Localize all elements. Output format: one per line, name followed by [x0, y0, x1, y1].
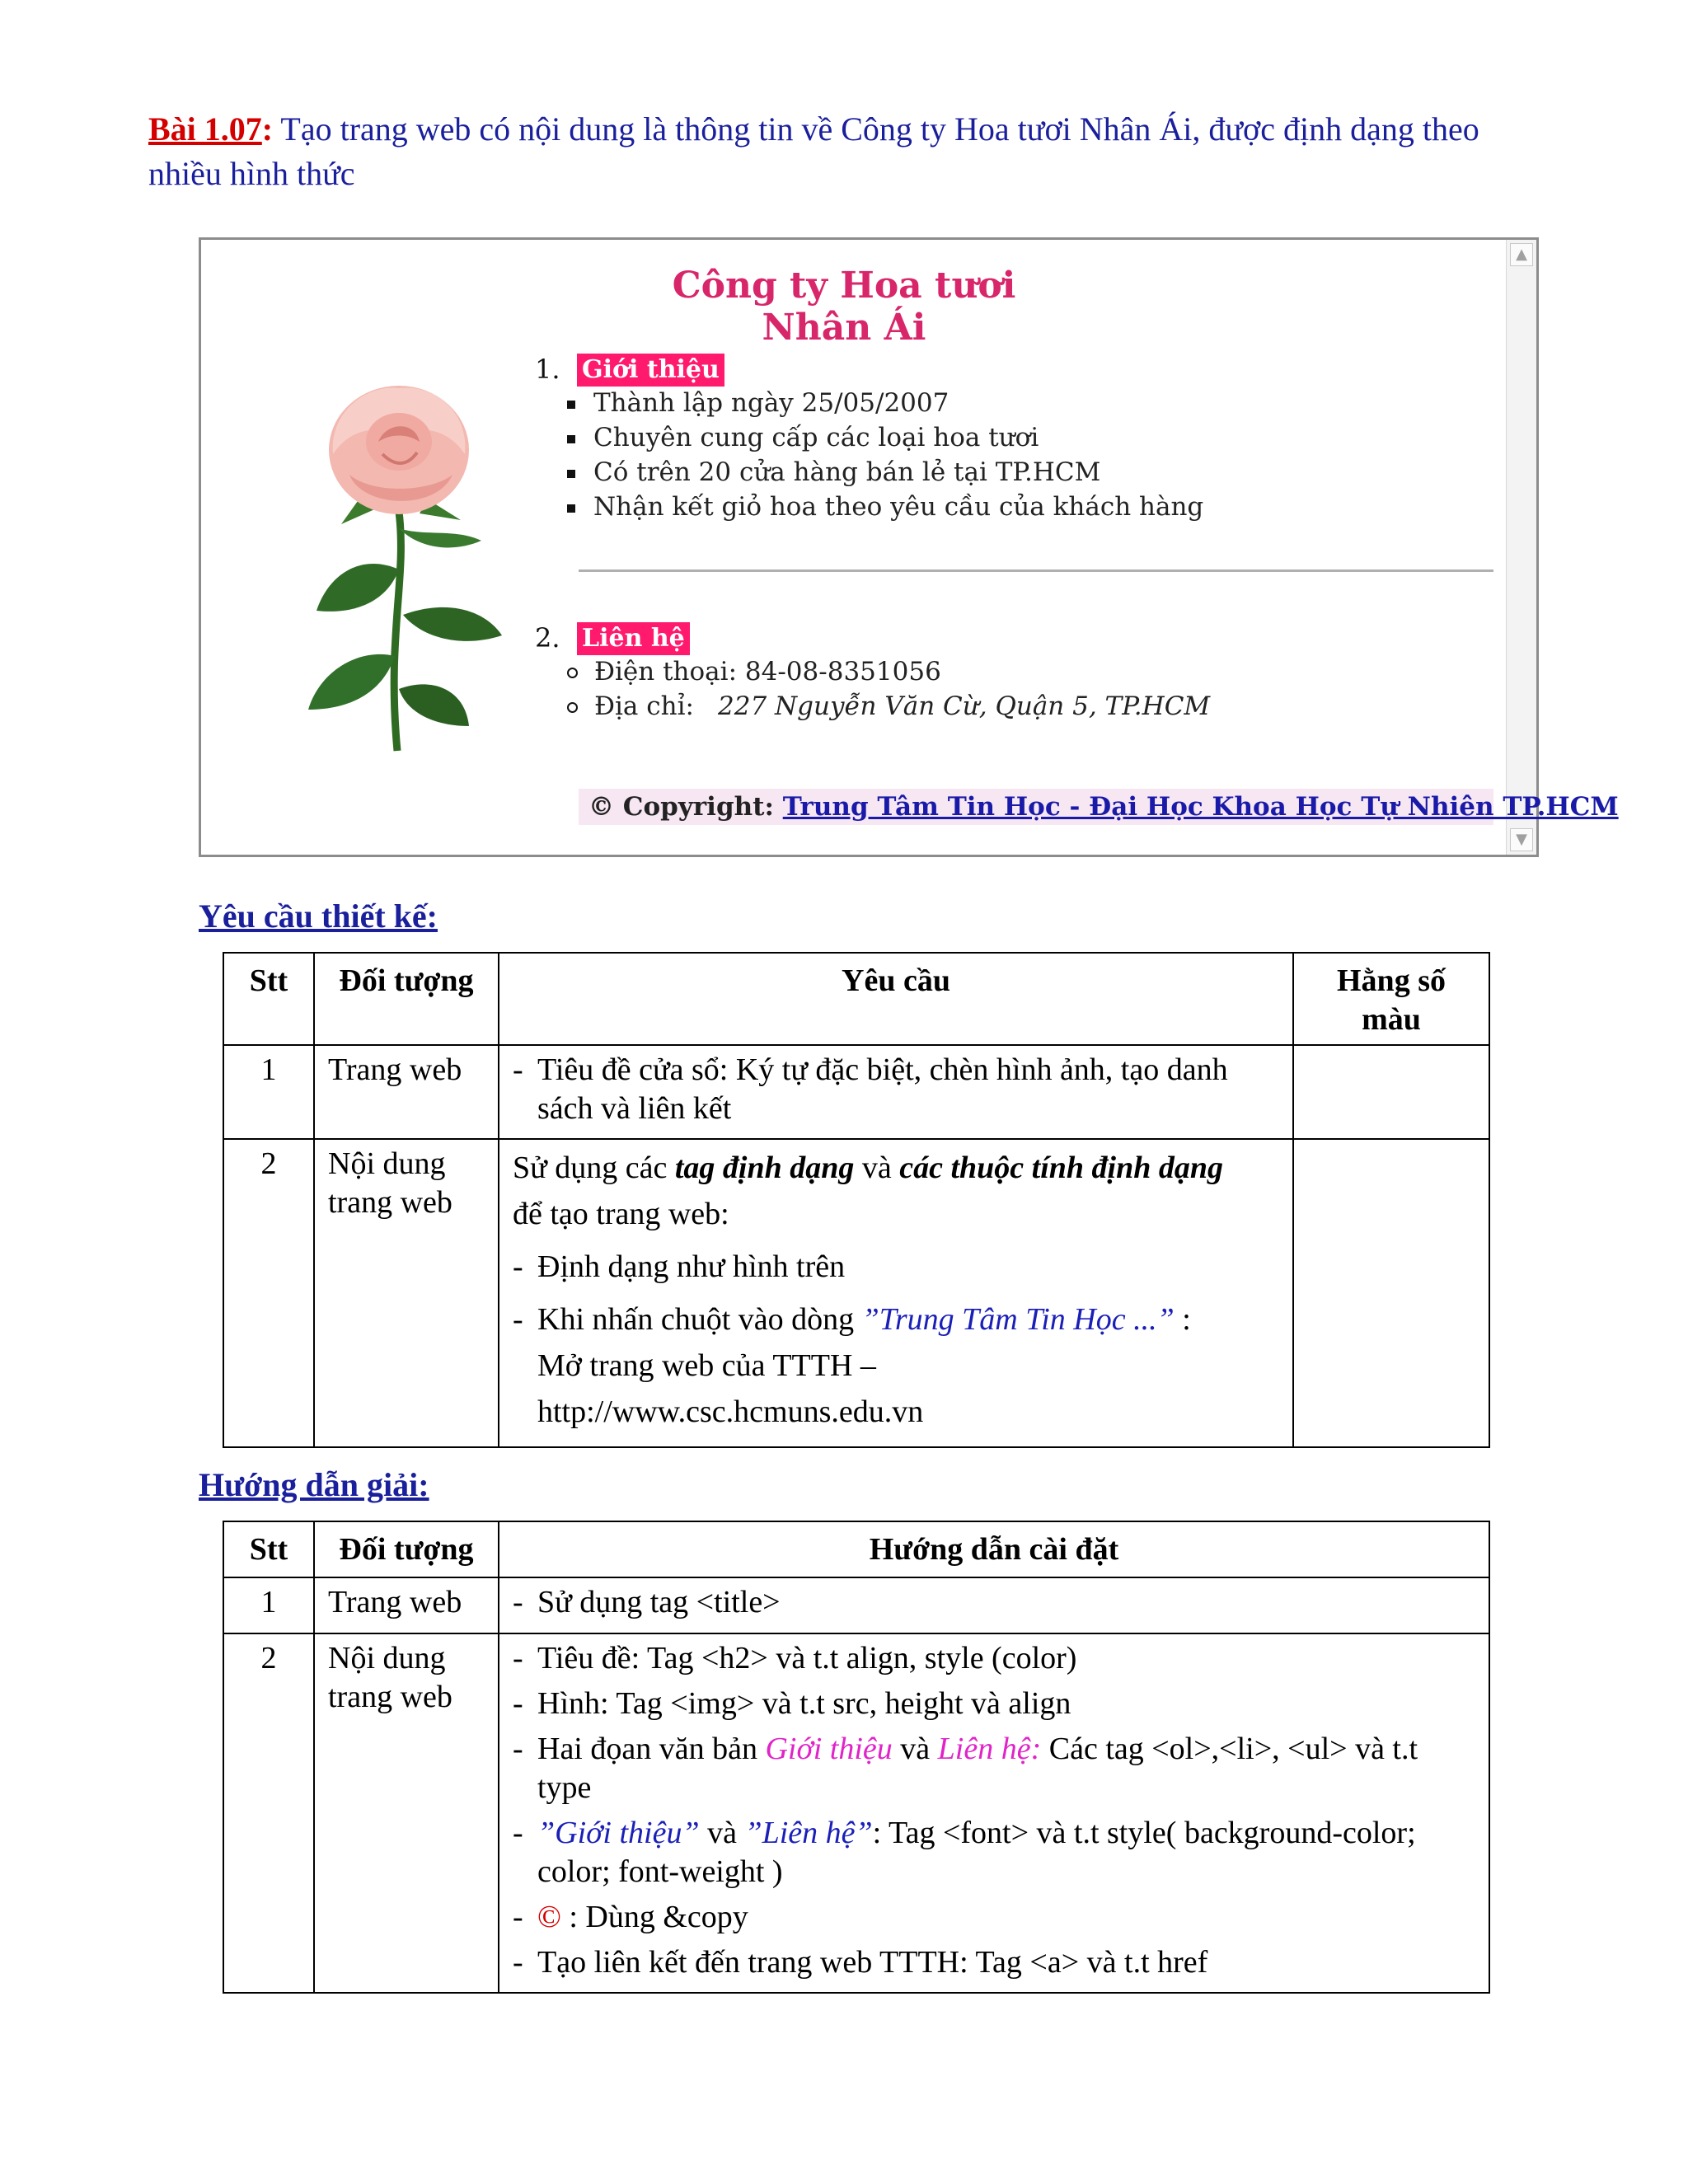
square-bullet-icon	[567, 470, 575, 478]
list-number-1: 1.	[535, 354, 560, 385]
list-number-2: 2.	[535, 622, 560, 654]
header-color: Hằng số màu	[1293, 953, 1489, 1045]
table-header-row	[223, 1521, 1489, 1577]
exercise-text: Tạo trang web có nội dung là thông tin về Công ty Hoa tươi Nhân Ái, được định dạng theo nhiều hình thức	[148, 110, 1479, 192]
rose-image	[284, 363, 531, 776]
header-object: Đối tượng	[314, 953, 499, 1045]
cell-requirement: - Tiêu đề cửa sổ: Ký tự đặc biệt, chèn hình ảnh, tạo danh sách và liên kết	[499, 1045, 1293, 1139]
header-object: Đối tượng	[314, 1521, 499, 1577]
lien-he-label: Liên hệ	[577, 622, 690, 655]
site-title: Công ty Hoa tươi Nhân Ái	[672, 265, 1016, 349]
list-item: Có trên 20 cửa hàng bán lẻ tại TP.HCM	[567, 457, 1100, 487]
square-bullet-icon	[567, 504, 575, 513]
cell-object: Nội dung trang web	[314, 1139, 499, 1447]
cell-object: Nội dung trang web	[314, 1633, 499, 1993]
list-item: Thành lập ngày 25/05/2007	[567, 388, 949, 418]
guide-heading: Hướng dẫn giải:	[199, 1466, 429, 1503]
list-item: Chuyên cung cấp các loại hoa tươi	[567, 423, 1039, 452]
square-bullet-icon	[567, 401, 575, 409]
cell-color	[1293, 1045, 1489, 1139]
browser-screenshot	[199, 237, 1619, 857]
table-header-row	[223, 953, 1489, 1045]
exercise-colon: :	[261, 110, 274, 148]
header-requirement: Yêu cầu	[499, 953, 1293, 1045]
cell-object: Trang web	[314, 1045, 499, 1139]
guide-table	[223, 1521, 1490, 1994]
cell-stt: 1	[223, 1045, 314, 1139]
circle-bullet-icon	[567, 702, 578, 713]
scroll-up-icon[interactable]: ▲	[1510, 243, 1533, 266]
copyright-bar	[579, 789, 1619, 825]
design-table	[223, 952, 1490, 1448]
horizontal-rule	[579, 569, 1493, 572]
list-item: Nhận kết giỏ hoa theo yêu cầu của khách hàng	[567, 492, 1203, 522]
copyright-prefix: © Copyright:	[588, 792, 774, 822]
cell-guide: - Tiêu đề: Tag <h2> và t.t align, style (color) - Hình: Tag <img> và t.t src, height và align - Hai đọan văn bản Giới thiệu và Liên hệ: Các tag <ol>,<li>, <ul> và t.t type - ”Giới thiệu” và ”Liên hệ”: Tag <font> và t.t style( background-color; color; font-weight ) - © : Dùng &copy - Tạo liên kết đến trang web TTTH: Tag <a> và t.t href	[499, 1633, 1489, 1993]
header-stt: Stt	[223, 1521, 314, 1577]
exercise-number: Bài 1.07	[148, 110, 262, 148]
design-heading: Yêu cầu thiết kế:	[199, 898, 438, 935]
table-row	[223, 1139, 1489, 1447]
cell-guide: - Sử dụng tag <title>	[499, 1577, 1489, 1633]
header-guide: Hướng dẫn cài đặt	[499, 1521, 1489, 1577]
scrollbar[interactable]	[1506, 240, 1536, 855]
scroll-down-icon[interactable]: ▼	[1510, 828, 1533, 851]
list-item-address: Địa chỉ: 227 Nguyễn Văn Cừ, Quận 5, TP.HCM	[567, 691, 1210, 721]
cell-stt: 2	[223, 1139, 314, 1447]
header-stt: Stt	[223, 953, 314, 1045]
gioi-thieu-label: Giới thiệu	[577, 354, 724, 387]
table-row	[223, 1577, 1489, 1633]
cell-stt: 1	[223, 1577, 314, 1633]
exercise-heading	[148, 107, 1517, 196]
table-row	[223, 1045, 1489, 1139]
table-row	[223, 1633, 1489, 1993]
copyright-symbol: ©	[537, 1900, 561, 1934]
cell-object: Trang web	[314, 1577, 499, 1633]
circle-bullet-icon	[567, 668, 578, 678]
copyright-link[interactable]: Trung Tâm Tin Học - Đại Học Khoa Học Tự Nhiên TP.HCM	[782, 792, 1619, 822]
cell-requirement: Sử dụng các tag định dạng và các thuộc tính định dạng để tạo trang web: - Định dạng như hình trên - Khi nhấn chuột vào dòng ”Trung Tâm Tin Học ...” : Mở trang web của TTTH – http://www.csc.hcmuns.edu.vn	[499, 1139, 1293, 1447]
list-item-phone: Điện thoại: 84-08-8351056	[567, 657, 941, 687]
square-bullet-icon	[567, 435, 575, 443]
cell-color	[1293, 1139, 1489, 1447]
cell-stt: 2	[223, 1633, 314, 1993]
